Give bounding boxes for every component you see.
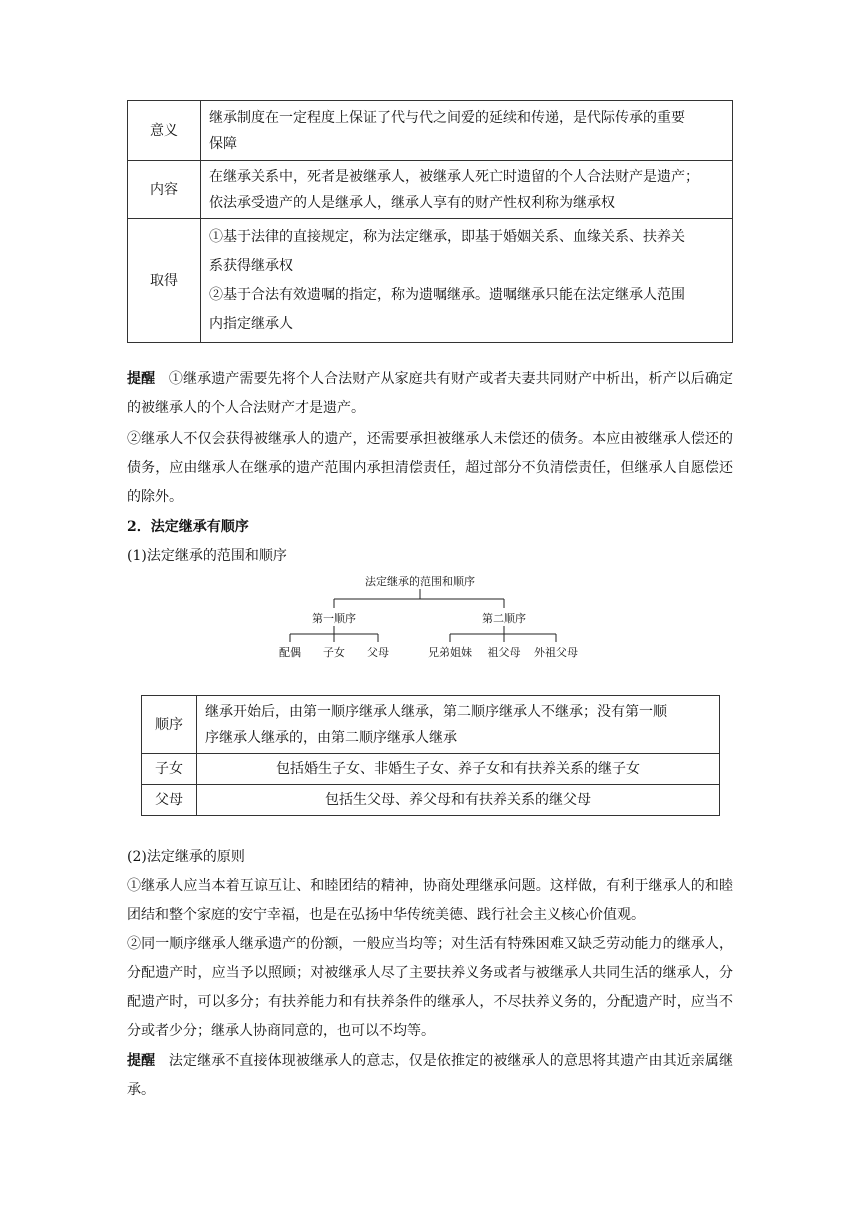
cell-line: 继承制度在一定程度上保证了代与代之间爱的延续和传递，是代际传承的重要	[209, 109, 685, 126]
cell-line: 序继承人继承的，由第二顺序继承人继承	[205, 729, 457, 746]
cell-line: 内指定继承人	[209, 315, 293, 332]
row-head-meaning: 意义	[128, 101, 201, 161]
tree-leaf: 父母	[367, 646, 389, 659]
table-row	[128, 219, 733, 343]
principle-paragraph-2: ②同一顺序继承人继承遗产的份额，一般应当均等；对生活有特殊困难又缺乏劳动能力的继承人，分配遗产时，应当予以照顾；对被继承人尽了主要扶养义务或者与被继承人共同生活的继承人，分配遗产时，可以多分；有扶养能力和有扶养条件的继承人，不尽扶养义务的，分配遗产时，应当不分或者少分；继承人协商同意的，也可以不均等。	[127, 936, 733, 1039]
tip-paragraph-2: ②继承人不仅会获得被继承人的遗产，还需要承担被继承人未偿还的债务。本应由被继承人偿还的债务，应由继承人在继承的遗产范围内承担清偿责任，超过部分不负清偿责任，但继承人自愿偿还的除外。	[127, 431, 733, 505]
tree-leaf: 祖父母	[487, 646, 521, 659]
tree-leaf: 外祖父母	[534, 646, 578, 659]
cell-line: 依法承受遗产的人是继承人，继承人享有的财产性权利称为继承权	[209, 194, 615, 211]
table-row	[142, 696, 720, 754]
succession-order-tree	[270, 570, 600, 666]
tree-first-order: 第一顺序	[312, 612, 356, 625]
row-head-acquire: 取得	[128, 219, 201, 343]
cell-line: 系获得继承权	[209, 257, 293, 274]
subsection-heading: (2)法定继承的原则	[127, 849, 245, 865]
section-heading: 2．法定继承有顺序	[127, 519, 249, 535]
tip-text: 法定继承不直接体现被继承人的意志，仅是依推定的被继承人的意思将其遗产由其近亲属继承。	[127, 1053, 734, 1098]
inheritance-table	[127, 100, 733, 343]
row-head-content: 内容	[128, 161, 201, 219]
tip-label: 提醒	[127, 371, 156, 387]
row-body-order	[197, 696, 720, 754]
cell-line: ①基于法律的直接规定，称为法定继承，即基于婚姻关系、血缘关系、扶养关	[209, 228, 685, 245]
row-body-content	[201, 161, 733, 219]
row-body-parents: 包括生父母、养父母和有扶养关系的继父母	[197, 785, 720, 816]
table-row	[128, 161, 733, 219]
tree-leaf: 配偶	[279, 646, 301, 659]
row-head-order: 顺序	[142, 696, 197, 754]
tip-text: ①继承遗产需要先将个人合法财产从家庭共有财产或者夫妻共同财产中析出，析产以后确定的被继承人的个人合法财产才是遗产。	[127, 371, 734, 416]
cell-line: 保障	[209, 135, 237, 152]
row-head-children: 子女	[142, 754, 197, 785]
tree-leaf: 子女	[323, 646, 345, 659]
principle-paragraph-1: ①继承人应当本着互谅互让、和睦团结的精神，协商处理继承问题。这样做，有利于继承人的和睦团结和整个家庭的安宁幸福，也是在弘扬中华传统美德、践行社会主义核心价值观。	[127, 878, 733, 923]
tip-label: 提醒	[127, 1053, 156, 1069]
tree-leaf: 兄弟姐妹	[428, 646, 472, 659]
tip-paragraph-1	[127, 365, 733, 423]
row-body-children: 包括婚生子女、非婚生子女、养子女和有扶养关系的继子女	[197, 754, 720, 785]
tree-second-order: 第二顺序	[482, 612, 526, 625]
row-body-acquire	[201, 219, 733, 343]
subsection-heading: (1)法定继承的范围和顺序	[127, 548, 287, 564]
cell-line: 在继承关系中，死者是被继承人，被继承人死亡时遗留的个人合法财产是遗产；	[209, 168, 699, 185]
row-head-parents: 父母	[142, 785, 197, 816]
table-row	[142, 754, 720, 785]
cell-line: 继承开始后，由第一顺序继承人继承，第二顺序继承人不继承；没有第一顺	[205, 703, 667, 720]
tree-root: 法定继承的范围和顺序	[365, 575, 475, 588]
succession-table	[141, 695, 720, 816]
row-body-meaning	[201, 101, 733, 161]
table-row	[142, 785, 720, 816]
tip-paragraph-3	[127, 1047, 733, 1105]
cell-line: ②基于合法有效遗嘱的指定，称为遗嘱继承。遗嘱继承只能在法定继承人范围	[209, 286, 685, 303]
table-row	[128, 101, 733, 161]
